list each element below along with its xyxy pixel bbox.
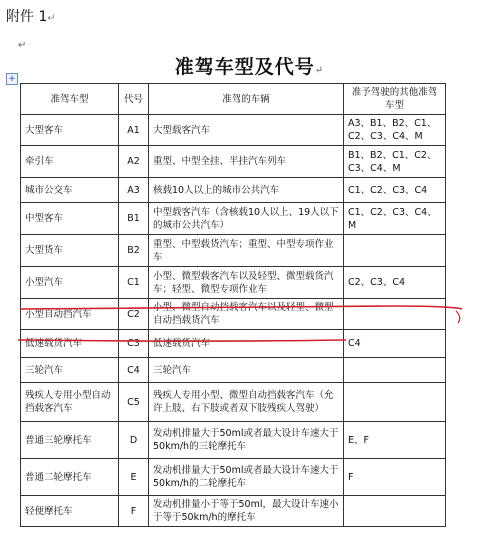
cell-type: 城市公交车 (21, 178, 119, 203)
header-type: 准驾车型 (21, 84, 119, 115)
cell-vehicles: 重型、中型载货汽车；重型、中型专项作业车 (149, 235, 344, 267)
table-row (21, 146, 446, 178)
cell-others: C2、C3、C4 (344, 267, 446, 299)
cell-others (344, 496, 446, 527)
cell-code: C4 (119, 358, 149, 383)
cell-type: 残疾人专用小型自动挡载客汽车 (21, 383, 119, 422)
cell-others (344, 235, 446, 267)
table-row (21, 267, 446, 299)
cell-vehicles: 中型载客汽车（含核载10人以上、19人以下的城市公共汽车） (149, 203, 344, 235)
cell-type: 低速载货汽车 (21, 330, 119, 358)
cell-code: C5 (119, 383, 149, 422)
cell-vehicles: 大型载客汽车 (149, 115, 344, 146)
table-row (21, 459, 446, 496)
cell-vehicles: 残疾人专用小型、微型自动挡载客汽车（允许上肢、右下肢或者双下肢残疾人驾驶） (149, 383, 344, 422)
header-vehicles: 准驾的车辆 (149, 84, 344, 115)
cell-code: E (119, 459, 149, 496)
cell-vehicles: 低速载货汽车 (149, 330, 344, 358)
table-row (21, 115, 446, 146)
cell-others: C1、C2、C3、C4 (344, 178, 446, 203)
header-code: 代号 (119, 84, 149, 115)
table-row (21, 358, 446, 383)
license-table (20, 83, 446, 527)
table-row (21, 235, 446, 267)
cell-type: 大型客车 (21, 115, 119, 146)
cell-type: 三轮汽车 (21, 358, 119, 383)
paragraph-mark: ↵ (18, 40, 27, 51)
table-row (21, 422, 446, 459)
cell-vehicles: 发动机排量大于50ml或者最大设计车速大于50km/h的三轮摩托车 (149, 422, 344, 459)
cell-others (344, 383, 446, 422)
cell-vehicles: 核载10人以上的城市公共汽车 (149, 178, 344, 203)
cell-others: C4 (344, 330, 446, 358)
cell-type: 牵引车 (21, 146, 119, 178)
table-row (21, 203, 446, 235)
table-row (21, 178, 446, 203)
cell-code: F (119, 496, 149, 527)
cell-type: 中型客车 (21, 203, 119, 235)
table-move-handle-icon[interactable]: + (6, 73, 18, 85)
cell-code: C2 (119, 299, 149, 330)
header-others: 准予驾驶的其他准驾车型 (344, 84, 446, 115)
table-header-row (21, 84, 446, 115)
cell-code: A2 (119, 146, 149, 178)
cell-others (344, 299, 446, 330)
table-row (21, 383, 446, 422)
cell-code: A1 (119, 115, 149, 146)
cell-type: 普通三轮摩托车 (21, 422, 119, 459)
cell-code: B2 (119, 235, 149, 267)
cell-vehicles: 发动机排量小于等于50ml，最大设计车速小于等于50km/h的摩托车 (149, 496, 344, 527)
attachment-label: 附件 1↵ (6, 9, 56, 25)
cell-type: 大型货车 (21, 235, 119, 267)
table-row (21, 330, 446, 358)
cell-others: A3、B1、B2、C1、C2、C3、C4、M (344, 115, 446, 146)
cell-vehicles: 重型、中型全挂、半挂汽车列车 (149, 146, 344, 178)
cell-code: A3 (119, 178, 149, 203)
cell-code: C3 (119, 330, 149, 358)
table-row (21, 299, 446, 330)
cell-others: C1、C2、C3、C4、M (344, 203, 446, 235)
cell-code: D (119, 422, 149, 459)
cell-type: 普通二轮摩托车 (21, 459, 119, 496)
cell-code: C1 (119, 267, 149, 299)
cell-code: B1 (119, 203, 149, 235)
cell-vehicles: 小型、微型自动挡载客汽车以及轻型、微型自动挡载货汽车 (149, 299, 344, 330)
cell-vehicles: 发动机排量大于50ml或者最大设计车速大于50km/h的二轮摩托车 (149, 459, 344, 496)
cell-type: 轻便摩托车 (21, 496, 119, 527)
cell-type: 小型自动挡汽车 (21, 299, 119, 330)
cell-type: 小型汽车 (21, 267, 119, 299)
cell-others: F (344, 459, 446, 496)
cell-vehicles: 三轮汽车 (149, 358, 344, 383)
cell-others: E、F (344, 422, 446, 459)
cell-vehicles: 小型、微型载客汽车以及轻型、微型载货汽车；轻型、微型专项作业车 (149, 267, 344, 299)
page-title: 准驾车型及代号↵ (174, 56, 325, 78)
cell-others: B1、B2、C1、C2、C3、C4、M (344, 146, 446, 178)
table-row (21, 496, 446, 527)
cell-others (344, 358, 446, 383)
